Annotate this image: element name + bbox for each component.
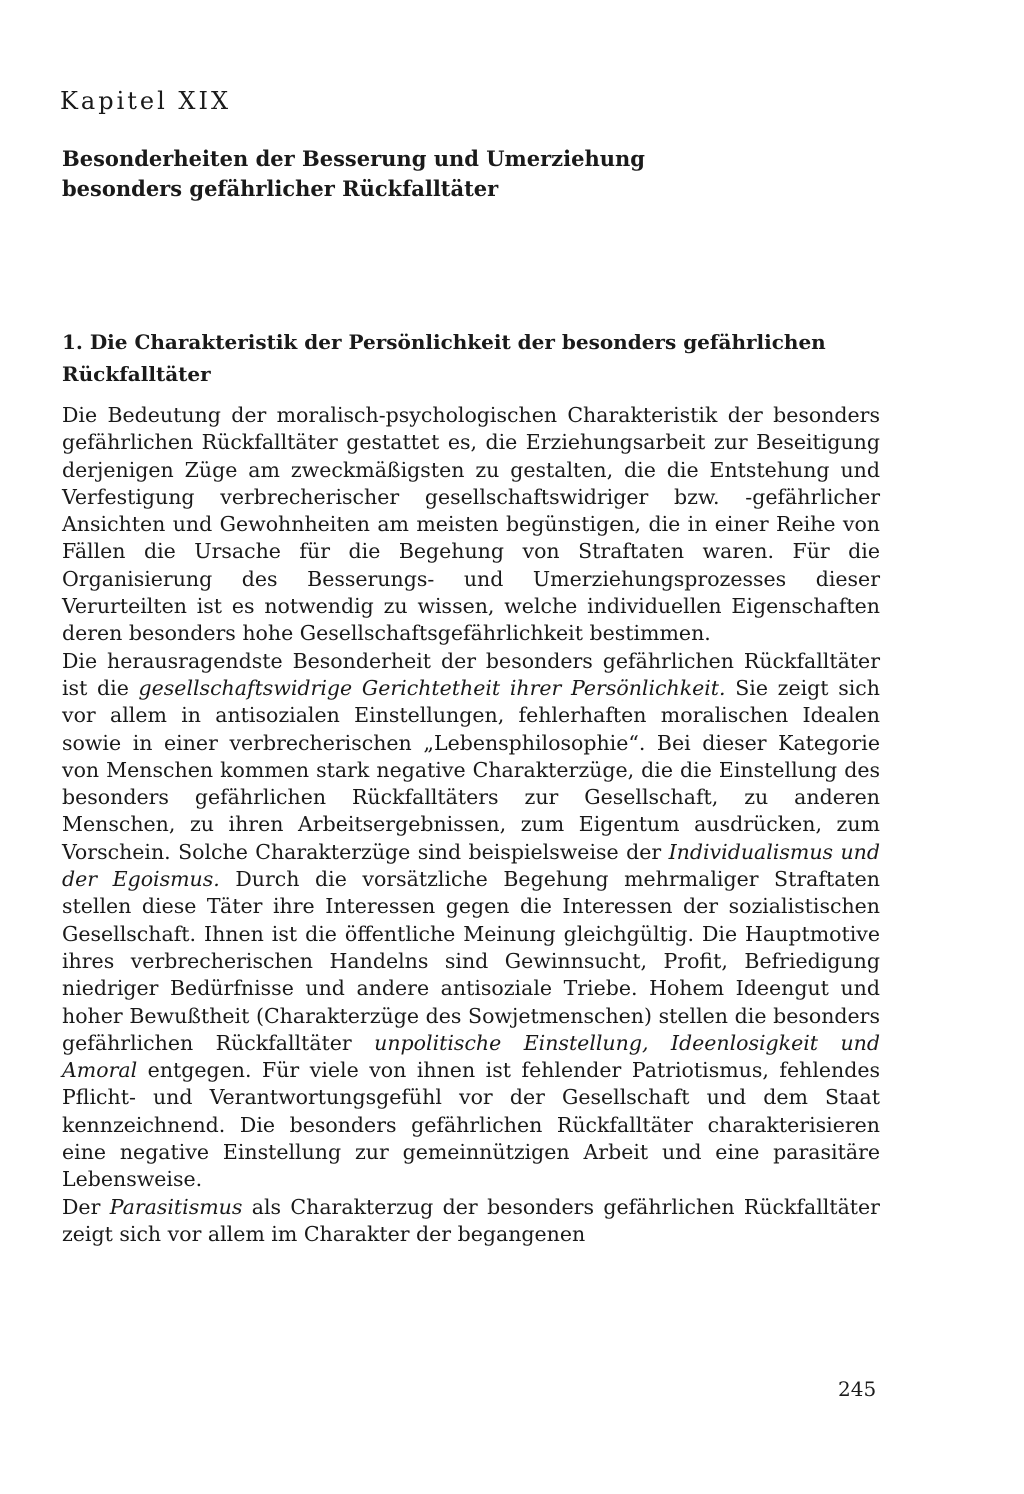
- chapter-title-line: Besonderheiten der Besserung und Umerziehung: [62, 146, 645, 171]
- paragraph: [62, 648, 880, 1194]
- section-title: [62, 326, 882, 390]
- text-segment: Der: [62, 1194, 110, 1219]
- paragraph: [62, 1194, 880, 1249]
- text-segment: als Charakterzug der besonders gefährlichen Rückfalltäter zeigt sich vor allem im Charakter der begangenen: [62, 1194, 880, 1246]
- emphasis-segment: Individualismus und der Egoismus.: [62, 839, 880, 892]
- chapter-title: [62, 144, 822, 204]
- emphasis-segment: unpolitische Einstellung, Ideenlosigkeit und Amoral: [62, 1030, 880, 1083]
- text-segment: Die herausragendste Besonderheit der besonders gefährlichen Rückfalltäter ist die: [62, 648, 880, 700]
- chapter-label: Kapitel XIX: [60, 87, 232, 115]
- section-title-line: 1. Die Charakteristik der Persönlichkeit der besonders gefährlichen: [62, 330, 826, 354]
- body-text: [62, 402, 880, 1248]
- text-segment: Sie zeigt sich vor allem in antisozialen Einstellungen, fehlerhaften moralischen Idealen sowie in einer verbrecherischen „Lebensphilosophie“. Bei dieser Kategorie von Menschen kommen stark negative Charakterzüge, die die Einstellung des besonders gefährlichen Rückfalltäters zur Gesellschaft, zu anderen Menschen, zu ihren Arbeitsergebnissen, zum Eigentum ausdrücken, zum Vorschein. Solche Charakterzüge sind beispielsweise der: [62, 675, 880, 864]
- text-segment: Durch die vorsätzliche Begehung mehrmaliger Straftaten stellen diese Täter ihre Interessen gegen die Interessen der sozialistischen Gesellschaft. Ihnen ist die öffentliche Meinung gleichgültig. Die Hauptmotive ihres verbrecherischen Handelns sind Gewinnsucht, Profit, Befriedigung niedriger Bedürfnisse und andere antisoziale Triebe. Hohem Ideengut und hoher Bewußtheit (Charakterzüge des Sowjetmenschen) stellen die besonders gefährlichen Rückfalltäter: [62, 867, 880, 1055]
- chapter-title-line: besonders gefährlicher Rückfalltäter: [62, 176, 499, 201]
- text-segment: entgegen. Für viele von ihnen ist fehlender Patriotismus, fehlendes Pflicht- und Verantwortungsgefühl vor der Gesellschaft und dem Staat kennzeichnend. Die besonders gefährlichen Rückfalltäter charakterisieren eine negative Einstellung zur gemeinnützigen Arbeit und eine parasitäre Lebensweise.: [62, 1058, 880, 1192]
- section-title-line: Rückfalltäter: [62, 362, 211, 386]
- emphasis-segment: gesellschaftswidrige Gerichtetheit ihrer Persönlichkeit.: [138, 675, 726, 700]
- paragraph: [62, 402, 880, 648]
- page-number: 245: [838, 1377, 877, 1401]
- text-segment: Die Bedeutung der moralisch-psychologischen Charakteristik der besonders gefährlichen Rückfalltäter gestattet es, die Erziehungsarbeit zur Beseitigung derjenigen Züge am zweckmäßigsten zu gestalten, die die Entstehung und Verfestigung verbrecherischer gesellschaftswidriger bzw. -gefährlicher Ansichten und Gewohnheiten am meisten begünstigen, die in einer Reihe von Fällen die Ursache für die Begehung von Straftaten waren. Für die Organisierung des Besserungs- und Umerziehungsprozesses dieser Verurteilten ist es notwendig zu wissen, welche individuellen Eigenschaften deren besonders hohe Gesellschaftsgefährlichkeit bestimmen.: [62, 403, 880, 646]
- emphasis-segment: Parasitismus: [109, 1194, 243, 1219]
